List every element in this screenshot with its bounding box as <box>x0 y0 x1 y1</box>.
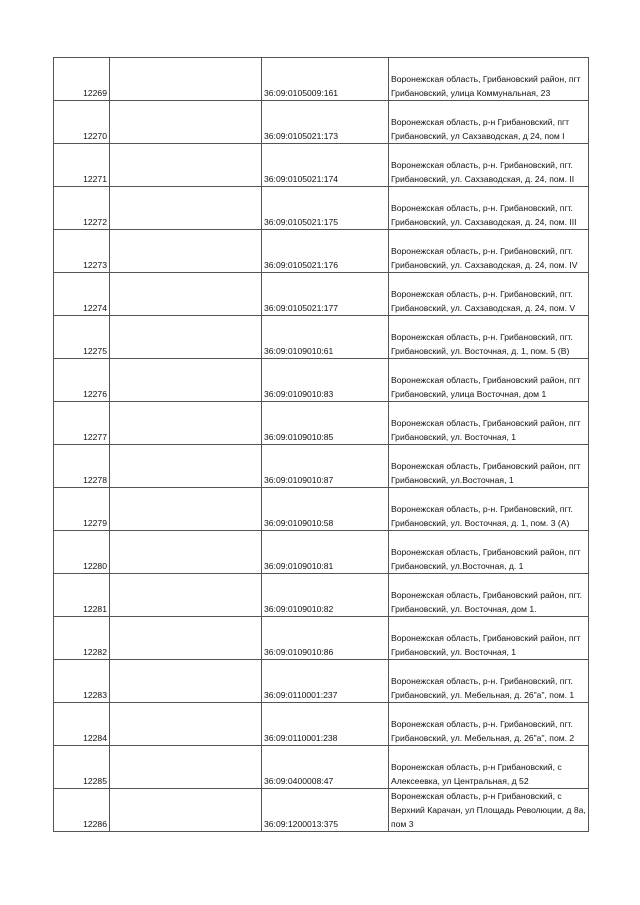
table-row <box>54 531 589 574</box>
empty-cell <box>110 230 262 273</box>
empty-cell <box>110 101 262 144</box>
address-cell: Воронежская область, р-н. Грибановский, пгт. Грибановский, ул. Восточная, д. 1, пом. 3 (А) <box>389 488 589 531</box>
address-cell: Воронежская область, р-н. Грибановский, пгт. Грибановский, ул. Мебельная, д. 26"а", пом. 2 <box>389 703 589 746</box>
cadastral-number-cell: 36:09:0110001:238 <box>262 703 389 746</box>
empty-cell <box>110 617 262 660</box>
empty-cell <box>110 402 262 445</box>
empty-cell <box>110 703 262 746</box>
row-number-cell: 12282 <box>54 617 110 660</box>
cadastral-number-cell: 36:09:0105021:175 <box>262 187 389 230</box>
registry-table <box>53 57 589 832</box>
row-number-cell: 12271 <box>54 144 110 187</box>
table-row <box>54 574 589 617</box>
empty-cell <box>110 660 262 703</box>
address-cell: Воронежская область, Грибановский район, пгт Грибановский, ул. Восточная, 1 <box>389 402 589 445</box>
address-cell: Воронежская область, Грибановский район, пгт. Грибановский, ул. Восточная, дом 1. <box>389 574 589 617</box>
address-cell: Воронежская область, Грибановский район, пгт Грибановский, ул. Восточная, 1 <box>389 617 589 660</box>
cadastral-number-cell: 36:09:0109010:58 <box>262 488 389 531</box>
row-number-cell: 12280 <box>54 531 110 574</box>
address-cell: Воронежская область, Грибановский район, пгт Грибановский, улица Коммунальная, 23 <box>389 58 589 101</box>
address-cell: Воронежская область, р-н. Грибановский, пгт. Грибановский, ул. Сахзаводская, д. 24, пом. IV <box>389 230 589 273</box>
table-row <box>54 703 589 746</box>
row-number-cell: 12269 <box>54 58 110 101</box>
cadastral-number-cell: 36:09:0105021:173 <box>262 101 389 144</box>
empty-cell <box>110 359 262 402</box>
cadastral-number-cell: 36:09:0105021:174 <box>262 144 389 187</box>
row-number-cell: 12286 <box>54 789 110 832</box>
cadastral-number-cell: 36:09:0110001:237 <box>262 660 389 703</box>
row-number-cell: 12273 <box>54 230 110 273</box>
row-number-cell: 12277 <box>54 402 110 445</box>
row-number-cell: 12274 <box>54 273 110 316</box>
table-row <box>54 101 589 144</box>
row-number-cell: 12276 <box>54 359 110 402</box>
address-cell: Воронежская область, Грибановский район, пгт Грибановский, ул.Восточная, 1 <box>389 445 589 488</box>
empty-cell <box>110 273 262 316</box>
address-cell: Воронежская область, р-н. Грибановский, пгт. Грибановский, ул. Мебельная, д. 26"а", пом. 1 <box>389 660 589 703</box>
table-row <box>54 402 589 445</box>
address-cell: Воронежская область, р-н. Грибановский, пгт. Грибановский, ул. Восточная, д. 1, пом. 5 (В) <box>389 316 589 359</box>
empty-cell <box>110 187 262 230</box>
row-number-cell: 12281 <box>54 574 110 617</box>
cadastral-number-cell: 36:09:1200013:375 <box>262 789 389 832</box>
cadastral-number-cell: 36:09:0400008:47 <box>262 746 389 789</box>
table-row <box>54 144 589 187</box>
row-number-cell: 12279 <box>54 488 110 531</box>
address-cell: Воронежская область, р-н. Грибановский, пгт. Грибановский, ул. Сахзаводская, д. 24, пом. V <box>389 273 589 316</box>
row-number-cell: 12275 <box>54 316 110 359</box>
empty-cell <box>110 58 262 101</box>
row-number-cell: 12283 <box>54 660 110 703</box>
address-cell: Воронежская область, р-н. Грибановский, пгт. Грибановский, ул. Сахзаводская, д. 24, пом. II <box>389 144 589 187</box>
registry-table-body <box>54 58 589 832</box>
cadastral-number-cell: 36:09:0109010:87 <box>262 445 389 488</box>
empty-cell <box>110 746 262 789</box>
address-cell: Воронежская область, Грибановский район, пгт Грибановский, ул.Восточная, д. 1 <box>389 531 589 574</box>
table-row <box>54 230 589 273</box>
table-row <box>54 187 589 230</box>
address-cell: Воронежская область, р-н Грибановский, с Алексеевка, ул Центральная, д 52 <box>389 746 589 789</box>
table-row <box>54 445 589 488</box>
table-row <box>54 359 589 402</box>
table-row <box>54 273 589 316</box>
cadastral-number-cell: 36:09:0105009:161 <box>262 58 389 101</box>
cadastral-number-cell: 36:09:0109010:82 <box>262 574 389 617</box>
address-cell: Воронежская область, р-н. Грибановский, пгт. Грибановский, ул. Сахзаводская, д. 24, пом. III <box>389 187 589 230</box>
address-cell: Воронежская область, р-н Грибановский, пгт Грибановский, ул Сахзаводская, д 24, пом I <box>389 101 589 144</box>
row-number-cell: 12284 <box>54 703 110 746</box>
row-number-cell: 12285 <box>54 746 110 789</box>
empty-cell <box>110 144 262 187</box>
cadastral-number-cell: 36:09:0105021:176 <box>262 230 389 273</box>
empty-cell <box>110 316 262 359</box>
row-number-cell: 12270 <box>54 101 110 144</box>
cadastral-number-cell: 36:09:0109010:81 <box>262 531 389 574</box>
empty-cell <box>110 789 262 832</box>
cadastral-number-cell: 36:09:0109010:85 <box>262 402 389 445</box>
address-cell: Воронежская область, Грибановский район, пгт Грибановский, улица Восточная, дом 1 <box>389 359 589 402</box>
cadastral-number-cell: 36:09:0105021:177 <box>262 273 389 316</box>
table-row <box>54 660 589 703</box>
table-row <box>54 789 589 832</box>
table-row <box>54 746 589 789</box>
table-row <box>54 316 589 359</box>
empty-cell <box>110 531 262 574</box>
table-row <box>54 617 589 660</box>
empty-cell <box>110 445 262 488</box>
empty-cell <box>110 488 262 531</box>
row-number-cell: 12278 <box>54 445 110 488</box>
cadastral-number-cell: 36:09:0109010:61 <box>262 316 389 359</box>
table-row <box>54 58 589 101</box>
table-row <box>54 488 589 531</box>
address-cell: Воронежская область, р-н Грибановский, с Верхний Карачан, ул Площадь Революции, д 8а, пом 3 <box>389 789 589 832</box>
row-number-cell: 12272 <box>54 187 110 230</box>
cadastral-number-cell: 36:09:0109010:83 <box>262 359 389 402</box>
cadastral-number-cell: 36:09:0109010:86 <box>262 617 389 660</box>
empty-cell <box>110 574 262 617</box>
